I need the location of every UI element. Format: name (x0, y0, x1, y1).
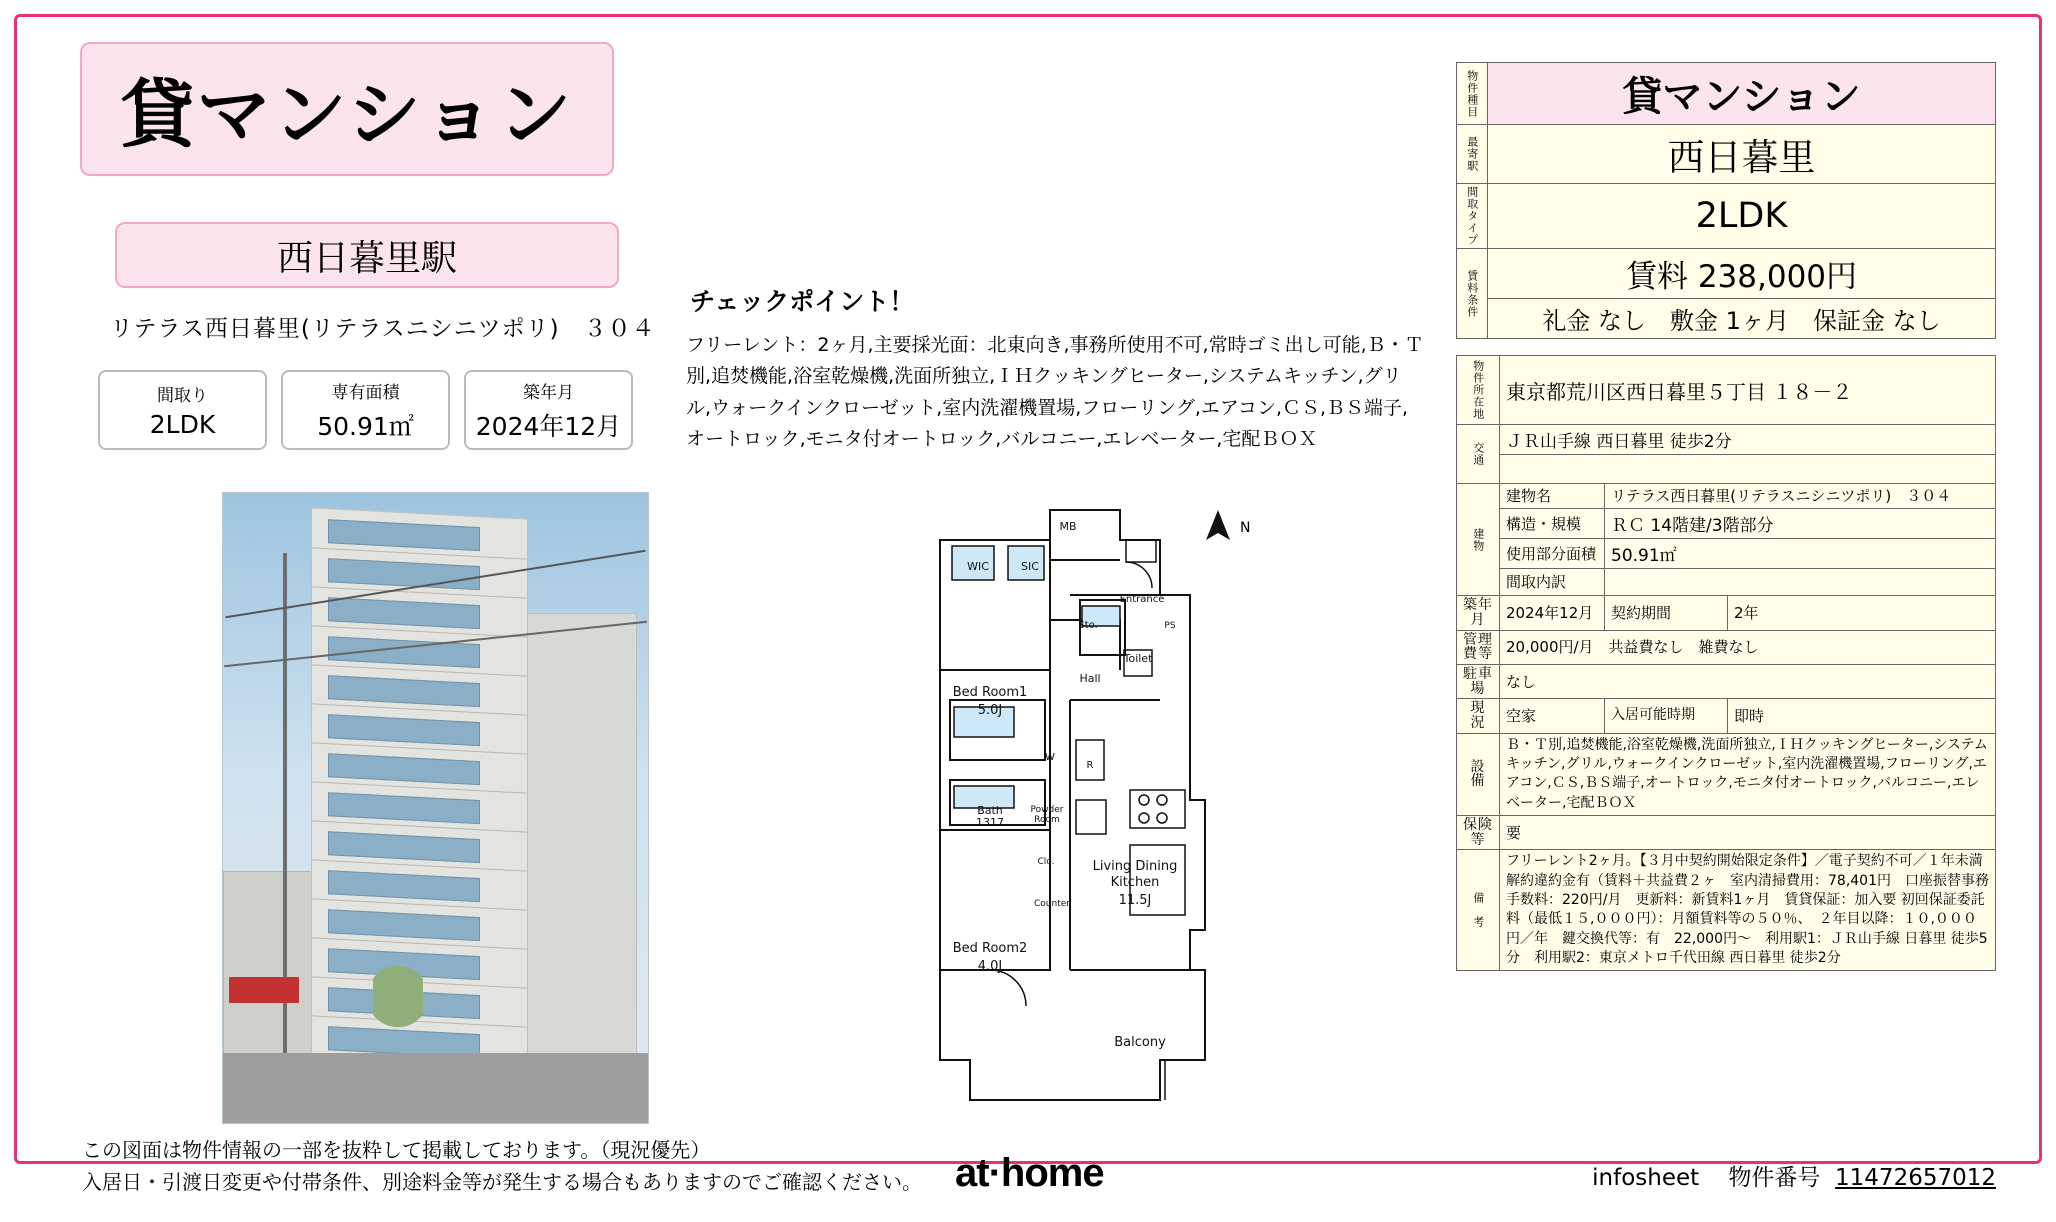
details-label-remarks: 備 考 (1457, 850, 1500, 971)
svg-text:R: R (1086, 760, 1094, 771)
details-row-insurance (1457, 816, 1996, 850)
building-label-layout: 間取内訳 (1500, 569, 1605, 596)
svg-text:Counter: Counter (1034, 899, 1070, 909)
spec-area-label: 専有面積 (331, 382, 400, 403)
svg-text:SIC: SIC (1021, 560, 1039, 573)
svg-text:Bed Room2: Bed Room2 (952, 941, 1028, 956)
summary-label-layout: 間取タイプ (1457, 184, 1488, 249)
details-row-remarks (1457, 850, 1996, 971)
building-value-structure: ＲＣ 14階建/3階部分 (1605, 509, 1996, 539)
svg-text:11.5J: 11.5J (1118, 893, 1152, 908)
photo-sign (229, 977, 299, 1003)
details-value-remarks: フリーレント2ヶ月。【３月中契約開始限定条件】／電子契約不可／１年未満解約違約金有（賃料＋共益費２ヶ 室内清掃費用：78,401円 口座振替事務手数料：220円/月 更新料：新賃料1ヶ月 賃貸保証：加入要 初回保証委託料（最低１５,０００円）：月額賃料等の５０％、 ２年目以降：１０,０００円／年 鍵交換代等：有 22,000円〜 利用駅1：ＪＲ山手線 日暮里 徒歩5分 利用駅2：東京メトロ千代田線 西日暮里 徒歩2分 (1500, 850, 1996, 971)
details-row-building-name (1457, 484, 1996, 509)
spec-area-value: 50.91㎡ (317, 411, 414, 441)
station-label: 西日暮里駅 (276, 237, 457, 279)
details-label-equipment: 設 備 (1457, 733, 1500, 815)
footer-infosheet (1592, 1159, 1996, 1192)
svg-text:Hall: Hall (1079, 672, 1101, 685)
property-no-value: 11472657012 (1835, 1165, 1996, 1191)
building-label-structure: 構造・規模 (1500, 509, 1605, 539)
property-no-label: 物件番号 (1728, 1165, 1821, 1191)
details-value-equipment: Ｂ・Ｔ別,追焚機能,浴室乾燥機,洗面所独立,ＩＨクッキングヒーター,システムキッチン,グリル,ウォークインクローゼット,室内洗濯機置場,フローリング,エアコン,ＣＳ,ＢＳ端子,オートロック,モニタ付オートロック,バルコニー,エレベーター,宅配ＢＯＸ (1500, 733, 1996, 815)
checkpoint-title: チェックポイント！ (690, 287, 915, 316)
details-value-insurance: 要 (1500, 816, 1996, 850)
details-label-access: 交通 (1457, 425, 1500, 484)
station-badge (115, 222, 619, 288)
summary-value-layout: 2LDK (1488, 184, 1996, 249)
svg-text:Balcony: Balcony (1114, 1035, 1166, 1050)
spec-area (281, 370, 450, 450)
infosheet-label: infosheet (1592, 1165, 1700, 1191)
summary-row-deposit (1457, 299, 1996, 339)
details-label-parking: 駐車場 (1457, 665, 1500, 699)
details-label-contract: 契約期間 (1605, 596, 1728, 630)
svg-text:Clo.: Clo. (1037, 857, 1055, 867)
details-label-status: 現 況 (1457, 699, 1500, 733)
details-label-address: 物件所在地 (1457, 356, 1500, 425)
spec-year-label: 築年月 (523, 382, 574, 403)
details-value-admin: 20,000円/月 共益費なし 雑費なし (1500, 630, 1996, 664)
building-photo (222, 492, 649, 1124)
summary-value-deposit: 礼金 なし 敷金 1ヶ月 保証金 なし (1488, 299, 1996, 339)
summary-value-type: 貸マンション (1488, 63, 1996, 125)
details-row-parking (1457, 665, 1996, 699)
checkpoint-text: フリーレント：2ヶ月,主要採光面：北東向き,事務所使用不可,常時ゴミ出し可能,Ｂ・Ｔ別,追焚機能,浴室乾燥機,洗面所独立,ＩＨクッキングヒーター,システムキッチン,グリル,ウォークインクローゼット,室内洗濯機置場,フローリング,エアコン,ＣＳ,ＢＳ端子,オートロック,モニタ付オートロック,バルコニー,エレベーター,宅配ＢＯＸ (686, 334, 1424, 451)
svg-text:Bed Room1: Bed Room1 (952, 685, 1028, 700)
details-value-contract: 2年 (1728, 596, 1996, 630)
building-value-area: 50.91㎡ (1605, 539, 1996, 569)
spec-year-value: 2024年12月 (475, 411, 622, 441)
spec-layout (98, 370, 267, 450)
footer-note-2: 入居日・引渡日変更や付帯条件、別途料金等が発生する場合もありますのでご確認ください。 (82, 1170, 922, 1194)
details-value-access2 (1500, 455, 1996, 484)
summary-row-layout (1457, 184, 1996, 249)
details-row-area (1457, 539, 1996, 569)
details-table (1456, 355, 1996, 971)
svg-text:Bath: Bath (977, 804, 1003, 817)
right-panel (1456, 62, 1996, 971)
summary-row-rent (1457, 249, 1996, 299)
svg-text:PS: PS (1164, 621, 1176, 631)
floor-plan (930, 500, 1260, 1120)
details-value-parking: なし (1500, 665, 1996, 699)
details-label-year: 築年月 (1457, 596, 1500, 630)
svg-text:Toilet: Toilet (1123, 652, 1153, 665)
rent-prefix: 賃料 (1625, 259, 1688, 295)
details-row-access (1457, 425, 1996, 455)
property-type-label: 貸マンション (120, 72, 574, 158)
details-row-access2 (1457, 455, 1996, 484)
summary-value-rent (1488, 249, 1996, 299)
details-value-movein: 即時 (1728, 699, 1996, 733)
summary-row-type (1457, 63, 1996, 125)
building-value-layout (1605, 569, 1996, 596)
building-label-area: 使用部分面積 (1500, 539, 1605, 569)
svg-text:Living Dining: Living Dining (1092, 859, 1178, 874)
svg-text:4.0J: 4.0J (977, 959, 1003, 974)
summary-row-station (1457, 125, 1996, 184)
summary-label-rent: 賃料条件 (1457, 249, 1488, 339)
details-row-year (1457, 596, 1996, 630)
svg-text:W: W (1045, 752, 1055, 763)
details-row-layout-detail (1457, 569, 1996, 596)
svg-text:Room: Room (1034, 815, 1060, 825)
details-value-year: 2024年12月 (1500, 596, 1605, 630)
details-row-admin (1457, 630, 1996, 664)
photo-tree (373, 958, 423, 1068)
details-label-building: 建物 (1457, 484, 1500, 596)
svg-text:Powder: Powder (1030, 805, 1064, 815)
building-value-name: リテラス西日暮里(リテラスニシニツポリ) ３０４ (1605, 484, 1996, 509)
svg-text:Kitchen: Kitchen (1110, 875, 1160, 890)
north-arrow (1206, 510, 1250, 540)
spec-layout-label: 間取り (157, 386, 208, 406)
summary-label-station: 最寄駅 (1457, 125, 1488, 184)
spec-year (464, 370, 633, 450)
details-value-status: 空家 (1500, 699, 1605, 733)
rent-amount: 238,000円 (1697, 259, 1858, 295)
photo-street (223, 1053, 648, 1123)
svg-text:Entrance: Entrance (1119, 594, 1165, 605)
summary-label-type: 物件種目 (1457, 63, 1488, 125)
property-type-title (80, 42, 614, 176)
athome-logo: at·home (955, 1151, 1104, 1195)
svg-text:5.0J: 5.0J (977, 703, 1003, 718)
details-label-admin: 管理費等 (1457, 630, 1500, 664)
details-label-insurance: 保険等 (1457, 816, 1500, 850)
spec-layout-value: 2LDK (149, 410, 216, 439)
details-value-address: 東京都荒川区西日暮里５丁目 １８－２ (1500, 356, 1996, 425)
details-row-address (1457, 356, 1996, 425)
svg-text:MB: MB (1059, 520, 1077, 533)
svg-text:N: N (1240, 520, 1251, 536)
summary-table (1456, 62, 1996, 339)
svg-text:1317: 1317 (976, 816, 1004, 829)
svg-text:WIC: WIC (967, 560, 989, 573)
svg-text:Sto.: Sto. (1078, 620, 1098, 631)
building-name: リテラス西日暮里(リテラスニシニツポリ) ３０４ (110, 316, 656, 342)
details-row-status (1457, 699, 1996, 733)
details-value-access: ＪＲ山手線 西日暮里 徒歩2分 (1500, 425, 1996, 455)
photo-side-building (515, 613, 637, 1115)
details-row-structure (1457, 509, 1996, 539)
details-label-movein: 入居可能時期 (1605, 699, 1728, 733)
summary-value-station: 西日暮里 (1488, 125, 1996, 184)
footer-note-1: この図面は物件情報の一部を抜粋して掲載しております。（現況優先） (82, 1138, 711, 1162)
footer-notes (82, 1134, 922, 1198)
building-label-name: 建物名 (1500, 484, 1605, 509)
spec-row (98, 370, 633, 450)
details-row-equipment (1457, 733, 1996, 815)
